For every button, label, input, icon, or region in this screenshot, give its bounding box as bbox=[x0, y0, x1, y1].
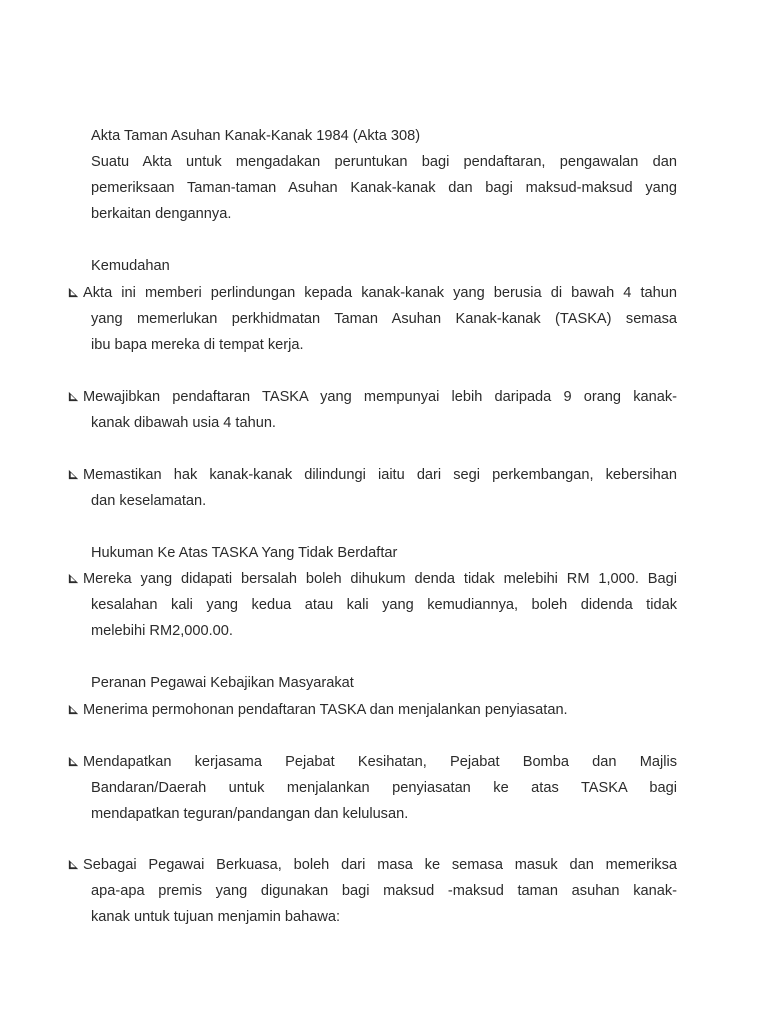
list-item-line: Bandaran/Daerah untuk menjalankan penyiasatan ke atas TASKA bagi bbox=[91, 780, 677, 796]
section-heading-kemudahan: Kemudahan bbox=[91, 258, 170, 274]
list-item-line: Mewajibkan pendaftaran TASKA yang mempunyai lebih daripada 9 orang kanak- bbox=[83, 389, 677, 405]
list-item-line: yang memerlukan perkhidmatan Taman Asuhan Kanak-kanak (TASKA) semasa bbox=[91, 311, 677, 327]
list-item-line: Menerima permohonan pendaftaran TASKA dan menjalankan penyiasatan. bbox=[83, 702, 568, 718]
pointing-hand-icon bbox=[67, 468, 81, 482]
list-item-line: Memastikan hak kanak-kanak dilindungi iaitu dari segi perkembangan, kebersihan bbox=[83, 467, 677, 483]
pointing-hand-icon bbox=[67, 703, 81, 717]
pointing-hand-icon bbox=[67, 572, 81, 586]
list-item-line: kanak dibawah usia 4 tahun. bbox=[91, 415, 276, 431]
pointing-hand-icon bbox=[67, 858, 81, 872]
list-item-line: Sebagai Pegawai Berkuasa, boleh dari masa ke semasa masuk dan memeriksa bbox=[83, 857, 677, 873]
pointing-hand-icon bbox=[67, 390, 81, 404]
act-description-line: pemeriksaan Taman-taman Asuhan Kanak-kanak dan bagi maksud-maksud yang bbox=[91, 180, 677, 196]
list-item-line: dan keselamatan. bbox=[91, 493, 207, 509]
list-item-line: apa-apa premis yang digunakan bagi maksud -maksud taman asuhan kanak- bbox=[91, 883, 677, 899]
list-item-line: mendapatkan teguran/pandangan dan kelulusan. bbox=[91, 806, 409, 822]
list-item-line: ibu bapa mereka di tempat kerja. bbox=[91, 337, 304, 353]
pointing-hand-icon bbox=[67, 755, 81, 769]
list-item-line: Akta ini memberi perlindungan kepada kanak-kanak yang berusia di bawah 4 tahun bbox=[83, 285, 677, 301]
list-item-line: Mendapatkan kerjasama Pejabat Kesihatan, Pejabat Bomba dan Majlis bbox=[83, 754, 677, 770]
section-heading-peranan: Peranan Pegawai Kebajikan Masyarakat bbox=[91, 675, 354, 691]
act-description-line: berkaitan dengannya. bbox=[91, 206, 232, 222]
act-title: Akta Taman Asuhan Kanak-Kanak 1984 (Akta 308) bbox=[91, 128, 421, 144]
act-description-line: Suatu Akta untuk mengadakan peruntukan bagi pendaftaran, pengawalan dan bbox=[91, 154, 677, 170]
pointing-hand-icon bbox=[67, 286, 81, 300]
list-item-line: melebihi RM2,000.00. bbox=[91, 623, 233, 639]
section-heading-hukuman: Hukuman Ke Atas TASKA Yang Tidak Berdaftar bbox=[91, 545, 398, 561]
list-item-line: Mereka yang didapati bersalah boleh dihukum denda tidak melebihi RM 1,000. Bagi bbox=[83, 571, 677, 587]
list-item-line: kesalahan kali yang kedua atau kali yang kemudiannya, boleh didenda tidak bbox=[91, 597, 677, 613]
list-item-line: kanak untuk tujuan menjamin bahawa: bbox=[91, 909, 341, 925]
